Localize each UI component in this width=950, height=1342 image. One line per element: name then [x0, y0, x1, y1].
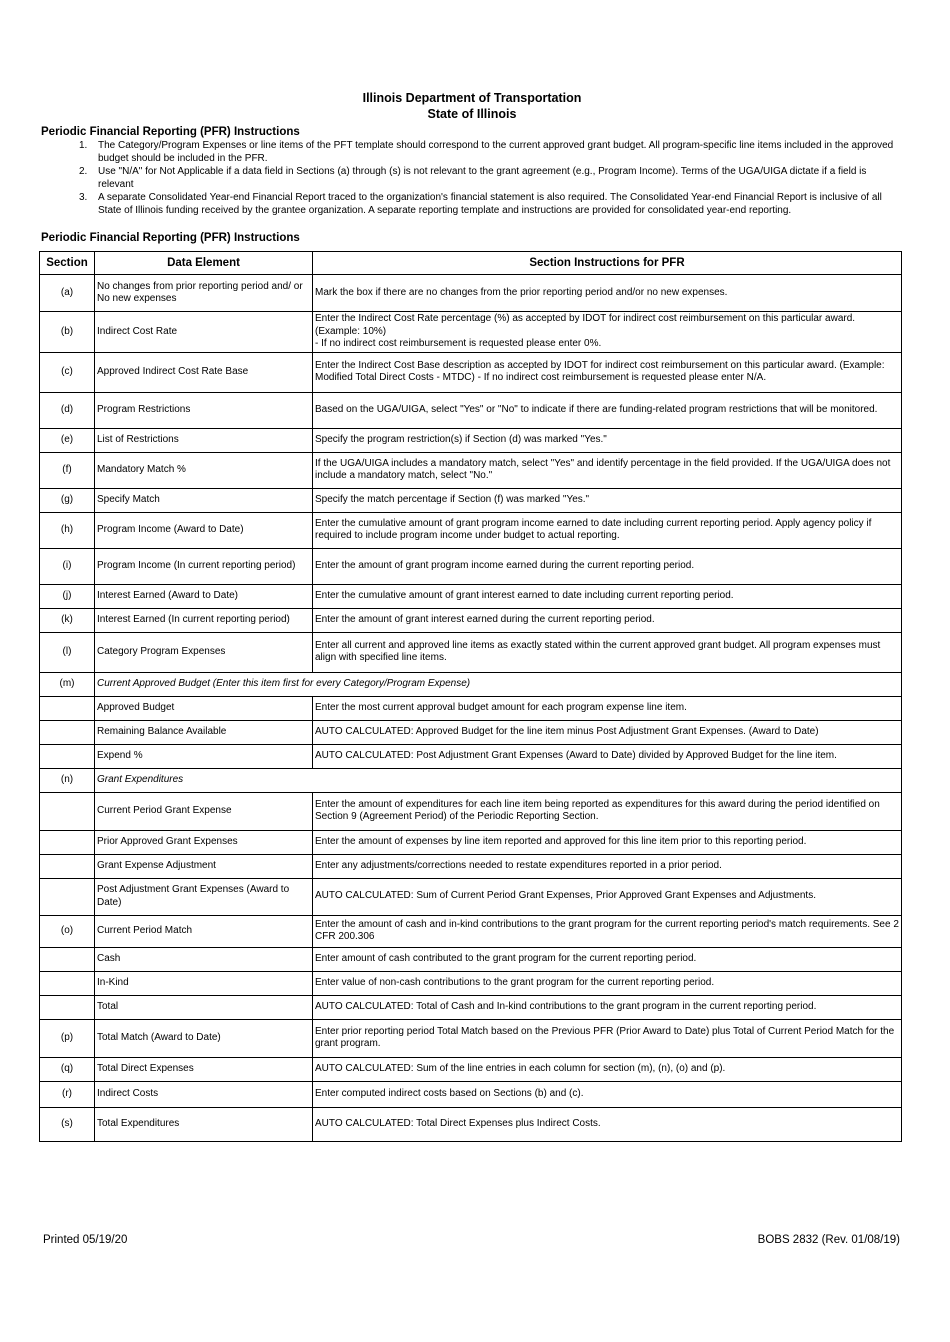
data-element-cell: Approved Indirect Cost Rate Base [95, 352, 313, 392]
instruction-cell: AUTO CALCULATED: Total of Cash and In-kind contributions to the grant program in the current reporting period. [313, 995, 902, 1019]
agency-name: Illinois Department of Transportation [362, 91, 582, 105]
data-element-cell: Program Income (In current reporting period) [95, 548, 313, 584]
section-cell: (m) [40, 672, 95, 696]
data-element-cell: Current Period Grant Expense [95, 792, 313, 830]
instruction-cell: Enter any adjustments/corrections needed to restate expenditures reported in a prior period. [313, 854, 902, 878]
table-row [40, 548, 902, 584]
instruction-number: 3. [79, 192, 88, 204]
table-row [40, 995, 902, 1019]
section-cell: (e) [40, 428, 95, 452]
table-row [40, 1081, 902, 1107]
table-row [40, 696, 902, 720]
data-element-cell: Cash [95, 947, 313, 971]
instruction-cell: Enter the most current approval budget amount for each program expense line item. [313, 696, 902, 720]
instruction-cell: Enter all current and approved line items as exactly stated within the current approved grant budget. All program expenses must align with specified line items. [313, 632, 902, 672]
table-row [40, 915, 902, 947]
section-cell [40, 878, 95, 915]
instruction-cell: Enter the amount of expenses by line item reported and approved for this line item prior to this reporting period. [313, 830, 902, 854]
section-cell: (p) [40, 1019, 95, 1057]
data-element-cell: Program Income (Award to Date) [95, 512, 313, 548]
table-row [40, 792, 902, 830]
instruction-cell: AUTO CALCULATED: Approved Budget for the line item minus Post Adjustment Grant Expenses. (Award to Date) [313, 720, 902, 744]
table-row [40, 768, 902, 792]
instruction-item [79, 192, 899, 217]
section-cell: (i) [40, 548, 95, 584]
instruction-item [79, 140, 899, 165]
section-cell: (f) [40, 452, 95, 488]
group-heading-cell: Grant Expenditures [95, 768, 902, 792]
section-cell: (d) [40, 392, 95, 428]
section-cell: (j) [40, 584, 95, 608]
data-element-cell: Prior Approved Grant Expenses [95, 830, 313, 854]
data-element-cell: In-Kind [95, 971, 313, 995]
table-row [40, 488, 902, 512]
instruction-number: 2. [79, 166, 88, 178]
section-cell [40, 971, 95, 995]
table-row [40, 584, 902, 608]
instruction-cell: Specify the program restriction(s) if Section (d) was marked "Yes." [313, 428, 902, 452]
state-name: State of Illinois [427, 107, 517, 121]
data-element-cell: Remaining Balance Available [95, 720, 313, 744]
instruction-text: The Category/Program Expenses or line items of the PFT template should correspond to the current approved grant budget. All program-specific line items included in the approved budget should be included in the PFR. [98, 140, 894, 164]
instruction-cell: Enter the amount of grant interest earned during the current reporting period. [313, 608, 902, 632]
header-instructions: Section Instructions for PFR [313, 252, 902, 275]
table-row [40, 392, 902, 428]
table-row [40, 830, 902, 854]
section-cell [40, 995, 95, 1019]
data-element-cell: Current Period Match [95, 915, 313, 947]
instructions-list [79, 140, 899, 219]
instruction-cell: Enter the amount of expenditures for each line item being reported as expenditures for this award during the period identified on Section 9 (Agreement Period) of the Periodic Reporting Section. [313, 792, 902, 830]
data-element-cell: Expend % [95, 744, 313, 768]
table-row [40, 672, 902, 696]
instruction-cell: Based on the UGA/UIGA, select "Yes" or "No" to indicate if there are funding-related program restrictions that will be monitored. [313, 392, 902, 428]
instruction-cell: Enter the Indirect Cost Base description as accepted by IDOT for indirect cost reimbursement on this particular award. (Example: Modified Total Direct Costs - MTDC) - If no indirect cost reimbursement is requested please enter N/A. [313, 352, 902, 392]
instruction-cell: AUTO CALCULATED: Total Direct Expenses plus Indirect Costs. [313, 1107, 902, 1141]
table-row [40, 352, 902, 392]
instruction-cell: Enter computed indirect costs based on Sections (b) and (c). [313, 1081, 902, 1107]
printed-date: Printed 05/19/20 [43, 1234, 128, 1246]
section-cell [40, 792, 95, 830]
data-element-cell: Indirect Cost Rate [95, 312, 313, 353]
instruction-cell: Enter the amount of grant program income earned during the current reporting period. [313, 548, 902, 584]
section-cell [40, 720, 95, 744]
instruction-cell: Specify the match percentage if Section (f) was marked "Yes." [313, 488, 902, 512]
instruction-number: 1. [79, 140, 88, 151]
table-row [40, 452, 902, 488]
pfr-instructions-table [39, 251, 902, 1142]
instruction-cell: Enter the cumulative amount of grant interest earned to date including current reporting period. [313, 584, 902, 608]
section-cell: (r) [40, 1081, 95, 1107]
section-cell [40, 947, 95, 971]
section-cell: (g) [40, 488, 95, 512]
data-element-cell: Interest Earned (Award to Date) [95, 584, 313, 608]
instruction-text: A separate Consolidated Year-end Financial Report traced to the organization's financial statement is also required. The Consolidated Year-end Financial Report is inclusive of all State of Illinois funding received by the grantee organization. A separate reporting template and instructions are provided for consolidated year-end reporting. [98, 192, 882, 216]
data-element-cell: Total [95, 995, 313, 1019]
section-cell: (s) [40, 1107, 95, 1141]
instruction-cell: Enter prior reporting period Total Match based on the Previous PFR (Prior Award to Date) plus Total of Current Period Match for the grant program. [313, 1019, 902, 1057]
instruction-cell: If the UGA/UIGA includes a mandatory match, select "Yes" and identify percentage in the field provided. If the UGA/UIGA does not include a mandatory match, select "No." [313, 452, 902, 488]
table-row [40, 312, 902, 353]
instruction-cell: AUTO CALCULATED: Sum of the line entries in each column for section (m), (n), (o) and (p). [313, 1057, 902, 1081]
section-cell [40, 744, 95, 768]
group-heading-cell: Current Approved Budget (Enter this item first for every Category/Program Expense) [95, 672, 902, 696]
instruction-cell: Enter the cumulative amount of grant program income earned to date including current reporting period. Apply agency policy if required to include program income under budget to actual reporting. [313, 512, 902, 548]
data-element-cell: Specify Match [95, 488, 313, 512]
section-cell: (c) [40, 352, 95, 392]
table-row [40, 971, 902, 995]
section-cell: (k) [40, 608, 95, 632]
table-row [40, 878, 902, 915]
table-row [40, 608, 902, 632]
data-element-cell: Category Program Expenses [95, 632, 313, 672]
table-row [40, 1107, 902, 1141]
instruction-cell: Enter the Indirect Cost Rate percentage (%) as accepted by IDOT for indirect cost reimbursement on this particular award. (Example: 10%) - If no indirect cost reimbursement is requested please enter 0%. [313, 312, 902, 353]
data-element-cell: No changes from prior reporting period and/ or No new expenses [95, 275, 313, 312]
data-element-cell: Grant Expense Adjustment [95, 854, 313, 878]
table-header-row [40, 252, 902, 275]
section-cell: (b) [40, 312, 95, 353]
data-element-cell: Interest Earned (In current reporting period) [95, 608, 313, 632]
instructions-title: Periodic Financial Reporting (PFR) Instructions [41, 126, 300, 138]
section-cell [40, 854, 95, 878]
table-row [40, 720, 902, 744]
data-element-cell: Total Expenditures [95, 1107, 313, 1141]
table-row [40, 854, 902, 878]
table-row [40, 1019, 902, 1057]
table-title: Periodic Financial Reporting (PFR) Instructions [41, 232, 300, 244]
data-element-cell: Total Direct Expenses [95, 1057, 313, 1081]
table-row [40, 947, 902, 971]
instruction-cell: Enter the amount of cash and in-kind contributions to the grant program for the current reporting period's match requirements. See 2 CFR 200.306 [313, 915, 902, 947]
table-row [40, 512, 902, 548]
data-element-cell: Post Adjustment Grant Expenses (Award to Date) [95, 878, 313, 915]
instruction-cell: Mark the box if there are no changes from the prior reporting period and/or no new expenses. [313, 275, 902, 312]
header-data-element: Data Element [95, 252, 313, 275]
section-cell [40, 696, 95, 720]
instruction-cell: AUTO CALCULATED: Sum of Current Period Grant Expenses, Prior Approved Grant Expenses and Adjustments. [313, 878, 902, 915]
section-cell: (h) [40, 512, 95, 548]
data-element-cell: Mandatory Match % [95, 452, 313, 488]
document-header [0, 90, 944, 122]
data-element-cell: List of Restrictions [95, 428, 313, 452]
data-element-cell: Program Restrictions [95, 392, 313, 428]
instruction-cell: Enter amount of cash contributed to the grant program for the current reporting period. [313, 947, 902, 971]
instruction-text: Use "N/A" for Not Applicable if a data field in Sections (a) through (s) is not relevant to the grant agreement (e.g., Program Income). Terms of the UGA/UIGA dictate if a field is relevant [98, 166, 867, 190]
instruction-cell: Enter value of non-cash contributions to the grant program for the current reporting period. [313, 971, 902, 995]
table-row [40, 744, 902, 768]
section-cell [40, 830, 95, 854]
header-section: Section [40, 252, 95, 275]
table-row [40, 275, 902, 312]
data-element-cell: Indirect Costs [95, 1081, 313, 1107]
section-cell: (l) [40, 632, 95, 672]
section-cell: (n) [40, 768, 95, 792]
form-number: BOBS 2832 (Rev. 01/08/19) [757, 1234, 900, 1246]
instruction-item [79, 166, 899, 191]
table-row [40, 428, 902, 452]
section-cell: (a) [40, 275, 95, 312]
data-element-cell: Total Match (Award to Date) [95, 1019, 313, 1057]
data-element-cell: Approved Budget [95, 696, 313, 720]
table-row [40, 632, 902, 672]
section-cell: (q) [40, 1057, 95, 1081]
instruction-cell: AUTO CALCULATED: Post Adjustment Grant Expenses (Award to Date) divided by Approved Budget for the line item. [313, 744, 902, 768]
section-cell: (o) [40, 915, 95, 947]
table-row [40, 1057, 902, 1081]
